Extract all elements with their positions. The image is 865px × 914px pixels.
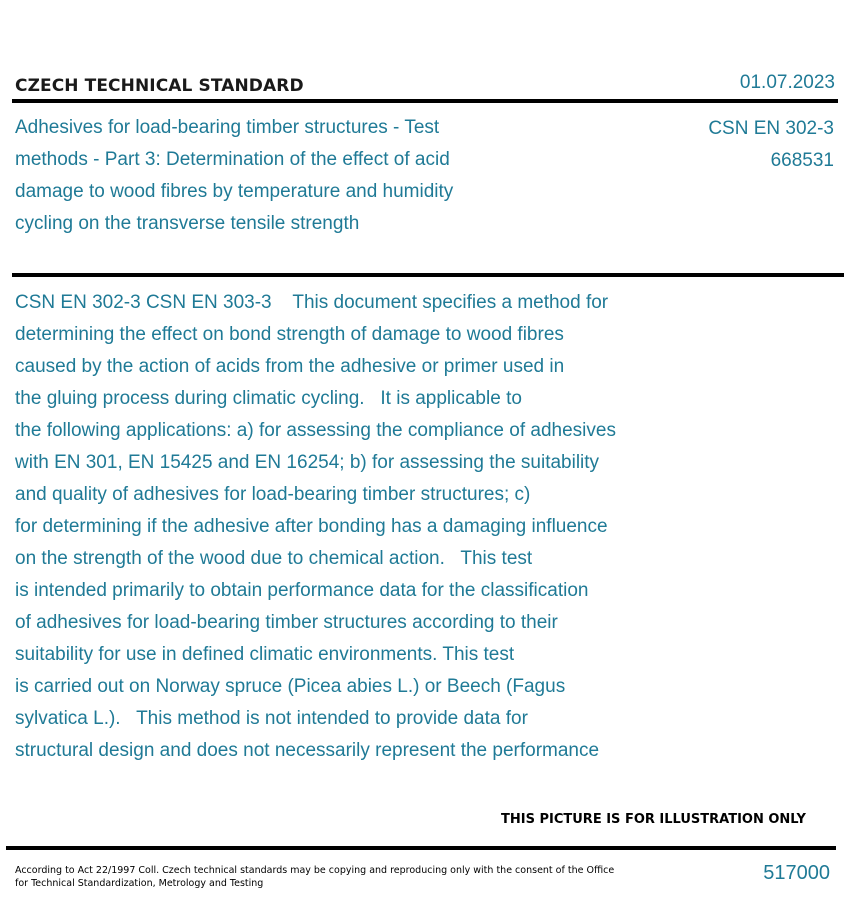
abstract-line: determining the effect on bond strength of damage to wood fibres (15, 324, 564, 345)
abstract-line: for determining if the adhesive after bonding has a damaging influence (15, 516, 608, 537)
title-line: cycling on the transverse tensile strength (15, 213, 360, 234)
abstract-line: is intended primarily to obtain performance data for the classification (15, 580, 589, 601)
title-line: Adhesives for load-bearing timber structures - Test (15, 117, 440, 138)
catalog-number: 668531 (770, 150, 834, 171)
legal-notice-line: According to Act 22/1997 Coll. Czech technical standards may be copying and reproducing only with the consent of the Office (15, 865, 615, 876)
abstract-line: suitability for use in defined climatic environments. This test (15, 644, 515, 665)
abstract-line: with EN 301, EN 15425 and EN 16254; b) for assessing the suitability (15, 452, 600, 473)
standard-code: CSN EN 302-3 (708, 118, 834, 139)
footer-divider (6, 846, 836, 850)
abstract-line: of adhesives for load-bearing timber structures according to their (15, 612, 558, 633)
abstract-line: CSN EN 302-3 CSN EN 303-3 This document specifies a method for (15, 292, 609, 313)
abstract-line: the gluing process during climatic cycling. It is applicable to (15, 388, 522, 409)
abstract-line: sylvatica L.). This method is not intended to provide data for (15, 708, 528, 729)
title-line: methods - Part 3: Determination of the effect of acid (15, 149, 450, 170)
abstract-line: the following applications: a) for assessing the compliance of adhesives (15, 420, 616, 441)
legal-notice-line: for Technical Standardization, Metrology and Testing (15, 878, 264, 889)
title-divider (12, 273, 844, 277)
abstract-line: on the strength of the wood due to chemical action. This test (15, 548, 533, 569)
abstract-line: structural design and does not necessarily represent the performance (15, 740, 600, 761)
abstract-line: caused by the action of acids from the adhesive or primer used in (15, 356, 565, 377)
illustration-disclaimer: THIS PICTURE IS FOR ILLUSTRATION ONLY (501, 812, 806, 827)
footer-number: 517000 (763, 862, 830, 884)
abstract-line: and quality of adhesives for load-bearing timber structures; c) (15, 484, 531, 505)
title-line: damage to wood fibres by temperature and humidity (15, 181, 454, 202)
standard-type-heading: CZECH TECHNICAL STANDARD (15, 76, 304, 96)
publication-date: 01.07.2023 (739, 72, 835, 93)
abstract-line: is carried out on Norway spruce (Picea abies L.) or Beech (Fagus (15, 676, 566, 697)
header-divider (12, 99, 838, 103)
